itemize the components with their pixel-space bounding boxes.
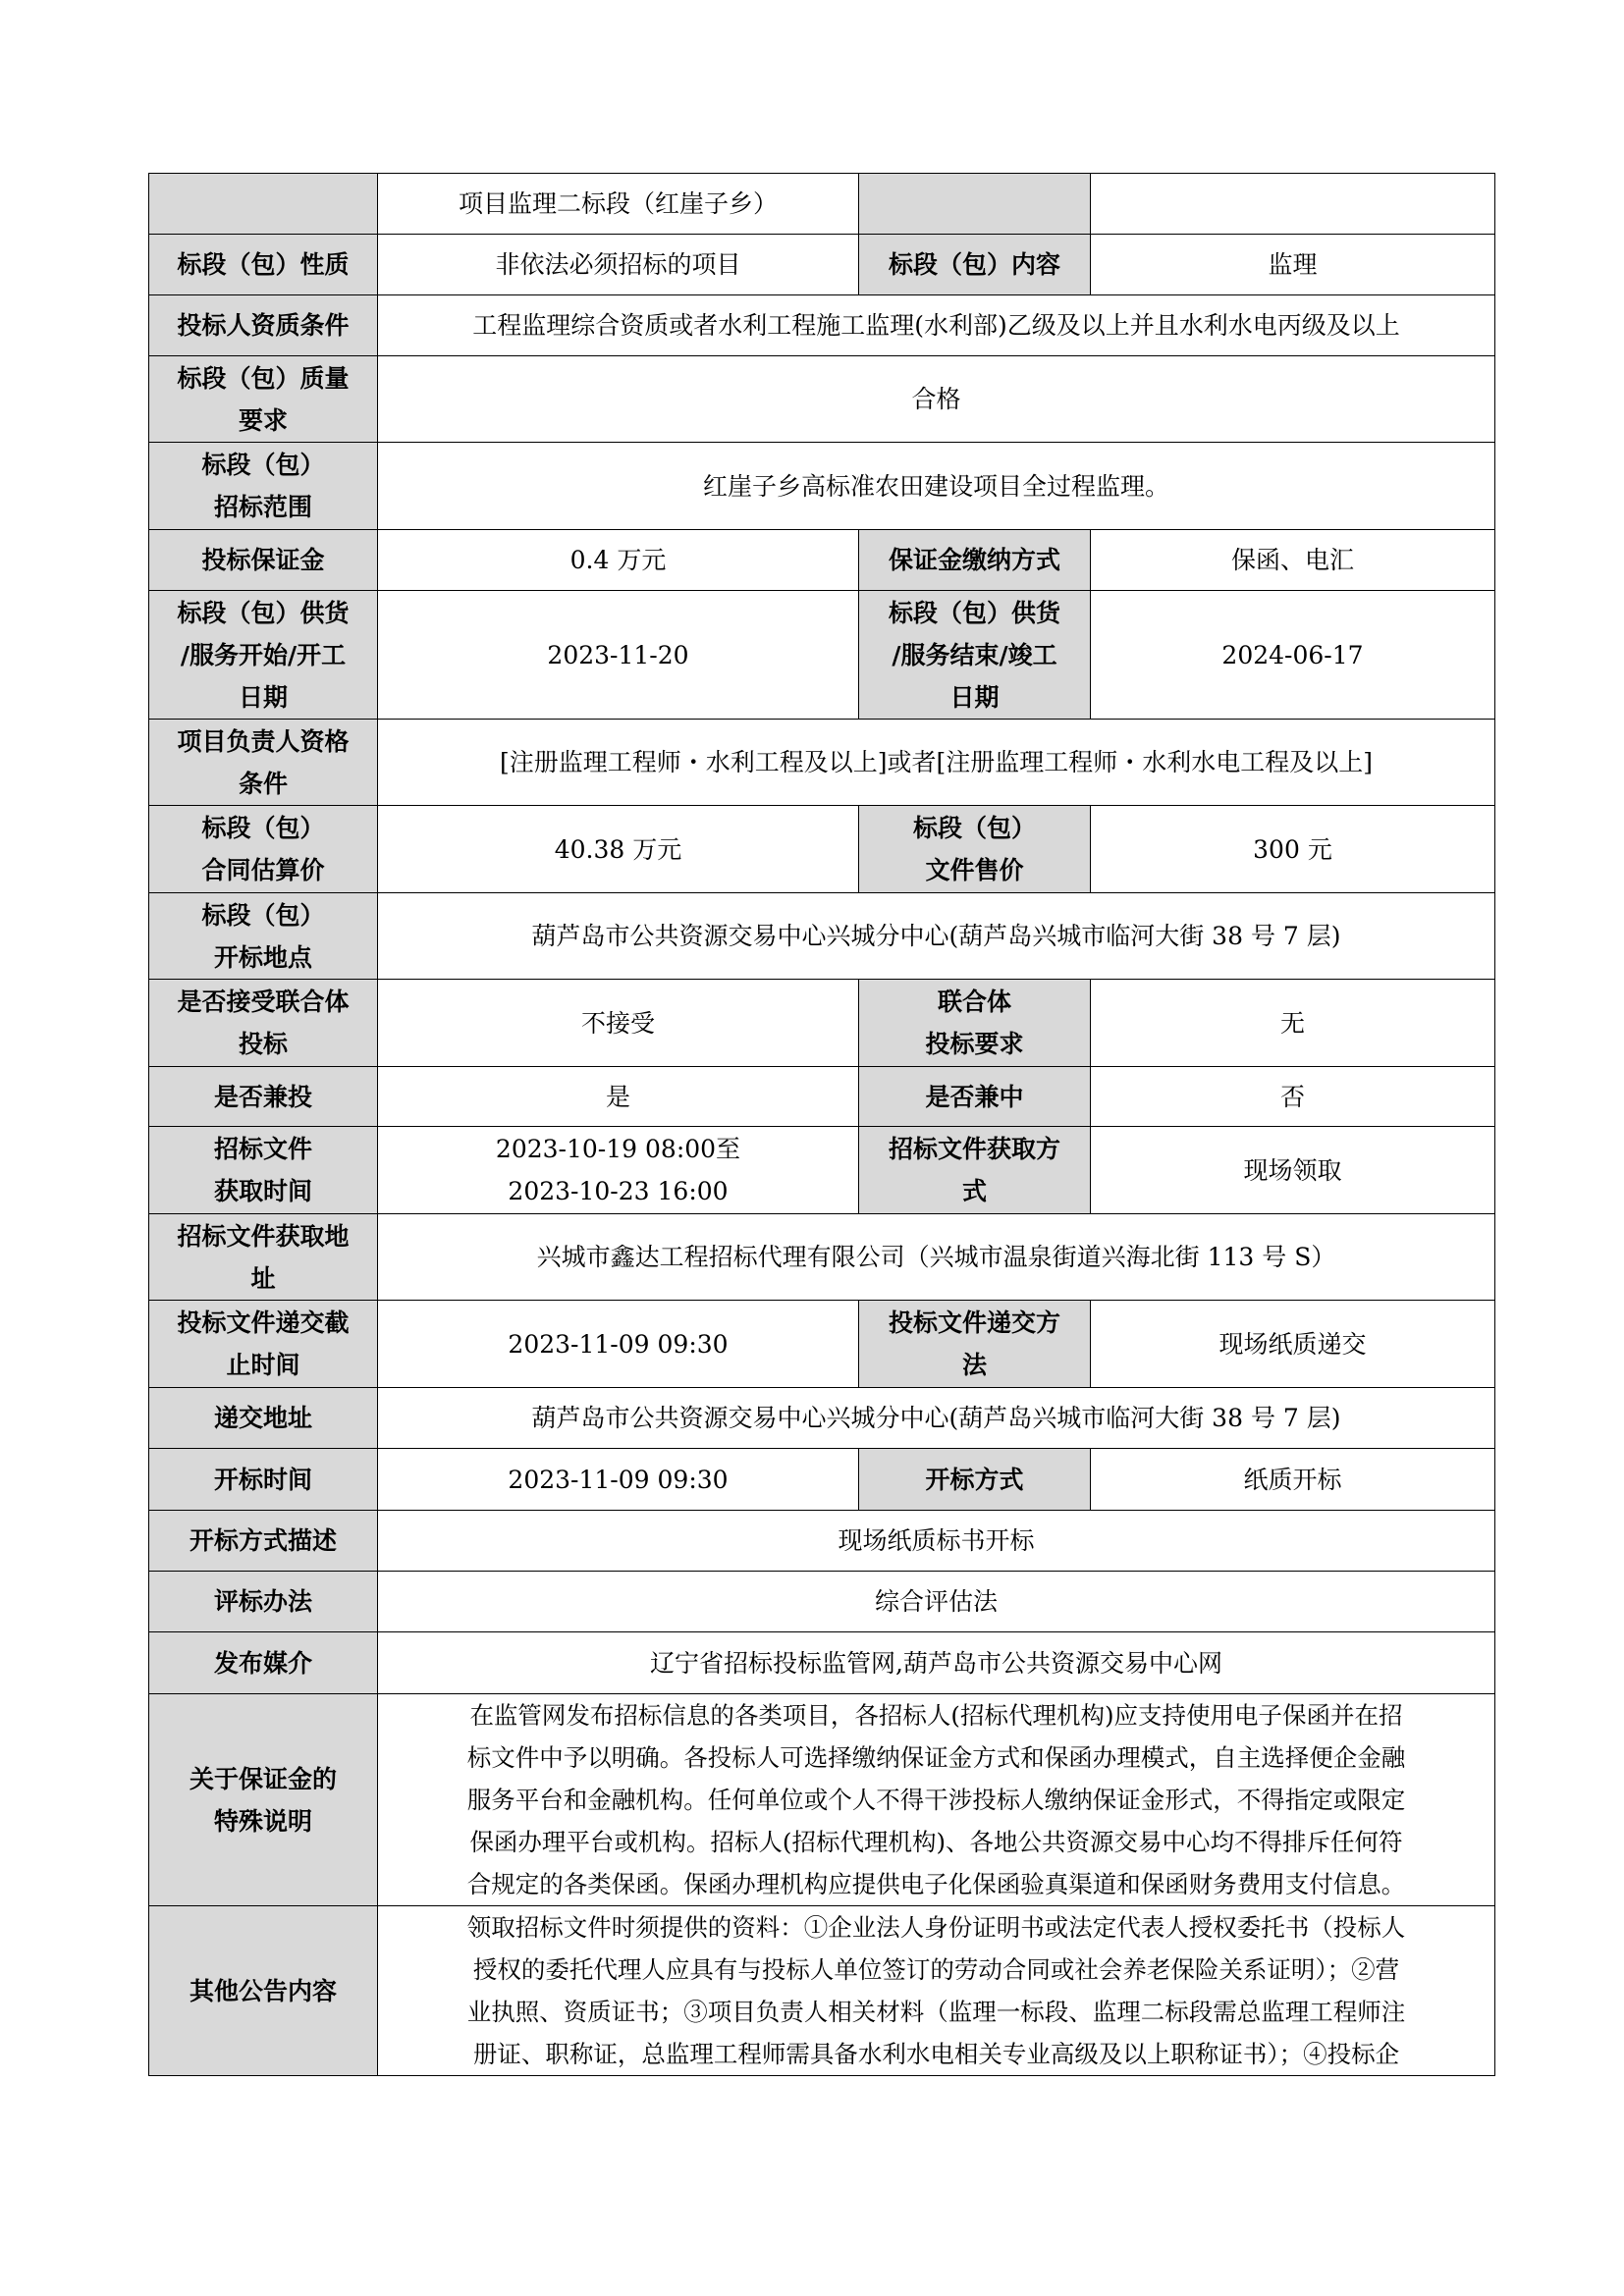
table-row [149,295,1495,356]
label-cell: 标段（包） 招标范围 [149,443,378,530]
label-cell: 关于保证金的 特殊说明 [149,1694,378,1906]
table-row [149,1449,1495,1511]
table-row [149,1632,1495,1694]
value-cell: 现场领取 [1091,1127,1495,1214]
table-row [149,893,1495,980]
table-row [149,720,1495,806]
value-cell: 保函、电汇 [1091,530,1495,591]
label-cell: 标段（包） 文件售价 [859,806,1091,893]
value-cell: 2023-11-09 09:30 [378,1449,859,1511]
value-cell: 2023-11-09 09:30 [378,1301,859,1388]
table-row [149,1214,1495,1301]
tender-info-table [148,173,1495,2076]
table-row [149,591,1495,720]
value-cell: 40.38 万元 [378,806,859,893]
label-cell: 开标方式描述 [149,1511,378,1572]
label-cell: 是否兼中 [859,1067,1091,1127]
label-cell: 投标文件递交截 止时间 [149,1301,378,1388]
table-row [149,1906,1495,2076]
value-cell: 无 [1091,980,1495,1067]
table-row [149,1388,1495,1449]
label-cell: 投标保证金 [149,530,378,591]
value-cell: 葫芦岛市公共资源交易中心兴城分中心(葫芦岛兴城市临河大街 38 号 7 层) [378,893,1495,980]
value-cell: 非依法必须招标的项目 [378,235,859,295]
paragraph-cell: 在监管网发布招标信息的各类项目，各招标人(招标代理机构)应支持使用电子保函并在招 标文件中予以明确。各投标人可选择缴纳保证金方式和保函办理模式，自主选择便企金融 服务平台和金融机构。任何单位或个人不得干涉投标人缴纳保证金形式，不得指定或限定 保函办理平台或机构。招标人(招标代理机构)、各地公共资源交易中心均不得排斥任何符 合规定的各类保函。保函办理机构应提供电子化保函验真渠道和保函财务费用支付信息。 [378,1694,1495,1906]
label-cell: 是否接受联合体 投标 [149,980,378,1067]
value-cell: 是 [378,1067,859,1127]
value-cell: 否 [1091,1067,1495,1127]
label-cell: 标段（包） 合同估算价 [149,806,378,893]
table-row [149,1694,1495,1906]
value-cell: 0.4 万元 [378,530,859,591]
table-row [149,235,1495,295]
value-cell: 葫芦岛市公共资源交易中心兴城分中心(葫芦岛兴城市临河大街 38 号 7 层) [378,1388,1495,1449]
table-row [149,356,1495,443]
value-cell: 监理 [1091,235,1495,295]
label-cell: 项目负责人资格 条件 [149,720,378,806]
table-row [149,1301,1495,1388]
label-cell: 标段（包）内容 [859,235,1091,295]
label-cell [859,174,1091,235]
value-cell [1091,174,1495,235]
table-row [149,806,1495,893]
label-cell: 保证金缴纳方式 [859,530,1091,591]
label-cell [149,174,378,235]
table-row [149,1127,1495,1214]
label-cell: 评标办法 [149,1572,378,1632]
value-cell: 纸质开标 [1091,1449,1495,1511]
value-cell: [注册监理工程师・水利工程及以上]或者[注册监理工程师・水利水电工程及以上] [378,720,1495,806]
value-cell: 工程监理综合资质或者水利工程施工监理(水利部)乙级及以上并且水利水电丙级及以上 [378,295,1495,356]
value-cell: 不接受 [378,980,859,1067]
label-cell: 标段（包）供货 /服务开始/开工 日期 [149,591,378,720]
label-cell: 其他公告内容 [149,1906,378,2076]
label-cell: 招标文件 获取时间 [149,1127,378,1214]
table-row [149,1511,1495,1572]
label-cell: 是否兼投 [149,1067,378,1127]
label-cell: 标段（包）质量 要求 [149,356,378,443]
label-cell: 标段（包）性质 [149,235,378,295]
value-cell: 辽宁省招标投标监管网,葫芦岛市公共资源交易中心网 [378,1632,1495,1694]
label-cell: 标段（包）供货 /服务结束/竣工 日期 [859,591,1091,720]
label-cell: 投标文件递交方 法 [859,1301,1091,1388]
value-cell: 兴城市鑫达工程招标代理有限公司（兴城市温泉街道兴海北街 113 号 S） [378,1214,1495,1301]
label-cell: 开标时间 [149,1449,378,1511]
table-row [149,1572,1495,1632]
label-cell: 递交地址 [149,1388,378,1449]
table-row [149,980,1495,1067]
label-cell: 招标文件获取地 址 [149,1214,378,1301]
label-cell: 标段（包） 开标地点 [149,893,378,980]
label-cell: 发布媒介 [149,1632,378,1694]
table-row [149,530,1495,591]
value-cell: 现场纸质标书开标 [378,1511,1495,1572]
label-cell: 开标方式 [859,1449,1091,1511]
value-cell: 合格 [378,356,1495,443]
value-cell: 项目监理二标段（红崖子乡） [378,174,859,235]
value-cell: 2023-10-19 08:00至 2023-10-23 16:00 [378,1127,859,1214]
value-cell: 红崖子乡高标准农田建设项目全过程监理。 [378,443,1495,530]
table-row [149,174,1495,235]
label-cell: 联合体 投标要求 [859,980,1091,1067]
value-cell: 综合评估法 [378,1572,1495,1632]
table-row [149,443,1495,530]
label-cell: 投标人资质条件 [149,295,378,356]
value-cell: 现场纸质递交 [1091,1301,1495,1388]
value-cell: 2024-06-17 [1091,591,1495,720]
value-cell: 2023-11-20 [378,591,859,720]
paragraph-cell: 领取招标文件时须提供的资料：①企业法人身份证明书或法定代表人授权委托书（投标人 授权的委托代理人应具有与投标人单位签订的劳动合同或社会养老保险关系证明）；②营 业执照、资质证书；③项目负责人相关材料（监理一标段、监理二标段需总监理工程师注 册证、职称证，总监理工程师需具备水利水电相关专业高级及以上职称证书）；④投标企 [378,1906,1495,2076]
table-row [149,1067,1495,1127]
label-cell: 招标文件获取方 式 [859,1127,1091,1214]
value-cell: 300 元 [1091,806,1495,893]
